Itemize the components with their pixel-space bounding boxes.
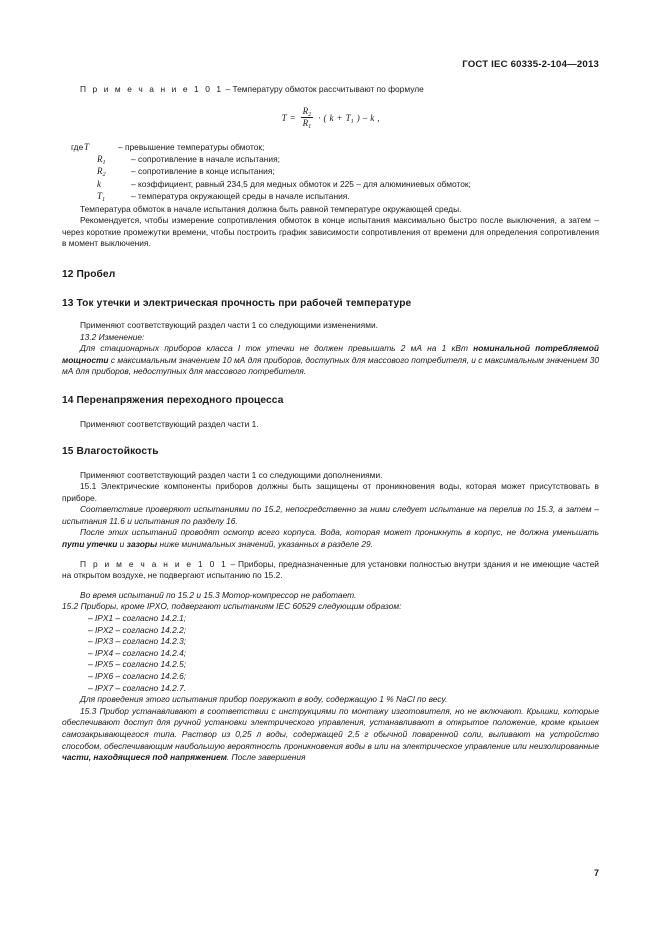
paragraph-motor-compressor: Во время испытаний по 15.2 и 15.3 Мотор-компрессор не работает. — [80, 589, 357, 600]
list-item: – IPX6 – согласно 14.2.6; — [88, 671, 187, 682]
emphasis-clearance: зазоры — [126, 539, 158, 550]
note-text: – Температуру обмоток рассчитывают по формуле — [223, 83, 424, 94]
definition-row — [62, 166, 599, 178]
formula-definitions — [62, 142, 599, 204]
formula-minus: – — [362, 112, 368, 123]
formula-fraction — [301, 106, 314, 131]
formula-k2: k — [370, 112, 375, 123]
note-label: П р и м е ч а н и е 1 0 1 — [80, 83, 224, 94]
definition-symbol: k — [97, 178, 101, 189]
formula-plus: + — [336, 112, 343, 123]
paragraph-15-after-tests: После этих испытаний проводят осмотр всего корпуса. Вода, которая может проникнуть в корпус, не должна уменьшать пути утечки и зазоры ниже минимальных значений, указанных в разделе 29. — [62, 527, 599, 550]
formula-numerator-sub: 2 — [308, 111, 312, 119]
paragraph-15-intro: Применяют соответствующий раздел части 1 со следующими дополнениями. — [80, 469, 383, 480]
heading-section-14: 14 Перенапряжения переходного процесса — [62, 394, 284, 406]
formula-lhs: T — [281, 112, 287, 123]
definition-symbol: $R_1$ — [97, 153, 106, 166]
paragraph-15-conformity: Соответствие проверяют испытаниями по 15.2, непосредственно за ними следует испытание на перелив по 15.3, а затем – испытания 11.6 и испытания по разделу 16. — [62, 504, 599, 526]
formula-open-paren: ( — [323, 112, 327, 123]
formula-comma: , — [377, 112, 380, 123]
definition-text: – температура окружающей среды в начале испытания. — [131, 191, 350, 202]
paragraph-14-body: Применяют соответствующий раздел части 1. — [80, 418, 259, 429]
list-item: – IPX7 – согласно 14.2.7. — [88, 682, 187, 693]
formula-denominator-sub: 1 — [308, 123, 312, 131]
paragraph-recommendation: Рекомендуется, чтобы измерение сопротивления обмоток в конце испытания максимально быстро после выключения, а затем – через короткие промежутки времени, чтобы построить график зависимости сопротивления от времени для определения сопротивления в момент выключения. — [62, 215, 599, 249]
note-text: – Приборы, предназначенные для установки полностью внутри здания и не имеющие частей на открытом воздухе, не подвергают испытанию по 15.2. — [62, 558, 599, 581]
heading-section-12: 12 Пробел — [62, 268, 116, 280]
paragraph-winding-temp: Температура обмоток в начале испытания должна быть равной температуре окружающей среды. — [80, 203, 462, 214]
definition-symbol: $T_1$ — [97, 191, 106, 204]
formula-close-paren: ) — [356, 112, 360, 123]
standard-title: ГОСТ IEC 60335-2-104—2013 — [462, 59, 599, 70]
formula-equals: = — [289, 112, 296, 123]
paragraph-15-2: 15.2 Приборы, кроме IPXO, подвергают испытаниям IEC 60529 следующим образом: — [62, 601, 402, 612]
formula-t1-sub: 1 — [350, 117, 354, 125]
page-number: 7 — [593, 868, 599, 878]
formula-t1: $T_1$ — [345, 112, 354, 125]
paragraph-immersion: Для проведения этого испытания прибор погружают в воду, содержащую 1 % NaCl по весу. — [80, 694, 448, 705]
paragraph-15-1: 15.1 Электрические компоненты приборов должны быть защищены от проникновения воды, которая может присутствовать в приборе. — [62, 481, 599, 503]
paragraph-13-2-body: Для стационарных приборов класса I ток утечки не должен превышать 2 мА на 1 кВт номинальной потребляемой мощности с максимальным значением 10 мА для приборов, доступных для массового потребителя, и с максимальным значением 30 мА для приборов, недоступных для массового потребителя. — [62, 343, 599, 377]
formula-dot: · — [318, 112, 321, 123]
label-13-2 — [62, 332, 599, 344]
definition-text: – коэффициент, равный 234,5 для медных обмоток и 225 – для алюминиевых обмоток; — [131, 178, 471, 189]
note-101-indoor-appliances — [62, 559, 599, 582]
note-101-temperature — [62, 84, 599, 96]
paragraph-13-intro: Применяют соответствующий раздел части 1 со следующими изменениями. — [80, 319, 378, 330]
definition-row — [62, 154, 599, 166]
formula-k1: k — [329, 112, 334, 123]
list-item: – IPX1 – согласно 14.2.1; — [88, 613, 187, 624]
definition-text: – превышение температуры обмоток; — [118, 141, 265, 152]
definition-row — [62, 191, 599, 203]
note-label: П р и м е ч а н и е 1 0 1 — [80, 558, 228, 569]
heading-section-13: 13 Ток утечки и электрическая прочность при рабочей температуре — [62, 297, 412, 309]
list-item: – IPX4 – согласно 14.2.4; — [88, 647, 187, 658]
definition-text: – сопротивление в начале испытания; — [131, 153, 280, 164]
definition-symbol: T — [84, 141, 90, 152]
emphasis-creepage: пути утечки — [62, 539, 118, 550]
formula-denominator: $R_1$ — [302, 118, 312, 131]
ipx-test-list — [62, 613, 599, 694]
formula-winding-temperature — [62, 106, 599, 131]
emphasis-live-parts: части, находящиеся под напряжением — [62, 752, 227, 763]
definition-row — [62, 142, 599, 154]
paragraph-15-3: 15.3 Прибор устанавливают в соответствии с инструкциями по монтажу изготовителя, но не включают. Крышки, которые обеспечивают доступ для ручной установки электрического управления, устанавливают в открытое положение, кроме крышек самозакрывающегося типа. Раствор из 0,25 л воды, содержащей 2,5 г обычной поваренной соли, выливают на устройство способом, обеспечивающим наибольшую вероятность проникновения воды в или на электрическое управление или неизолированные части, находящиеся под напряжением. После завершения — [62, 705, 599, 763]
heading-section-15: 15 Влагостойкость — [62, 445, 159, 457]
page-content — [62, 60, 599, 764]
list-item: – IPX3 – согласно 14.2.3; — [88, 636, 187, 647]
list-item: – IPX5 – согласно 14.2.5; — [88, 659, 187, 670]
list-item: – IPX2 – согласно 14.2.2; — [88, 624, 187, 635]
definition-row — [62, 179, 599, 191]
definition-symbol: $R_2$ — [97, 166, 106, 179]
definition-text: – сопротивление в конце испытания; — [131, 166, 275, 177]
formula-numerator: $R_2$ — [302, 106, 312, 119]
running-header — [62, 60, 599, 71]
emphasis-rated-power: номинальной потребляемой мощности — [62, 343, 599, 365]
label-13-2-text: 13.2 Изменение: — [80, 331, 145, 342]
definition-lead-word: где — [71, 141, 84, 152]
